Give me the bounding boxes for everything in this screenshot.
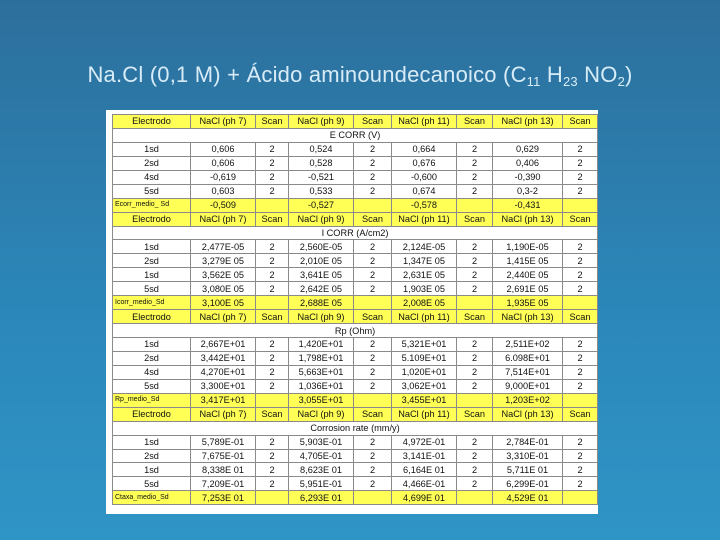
table-cell: 3,455E+01 — [392, 393, 457, 407]
table-cell: 3,417E+01 — [191, 393, 256, 407]
table-cell: NaCl (ph 13) — [493, 212, 563, 226]
table-cell: Icorr_medio_Sd — [113, 296, 191, 310]
table-cell — [563, 393, 598, 407]
table-cell: Scan — [354, 407, 392, 421]
table-cell: 2,010E 05 — [289, 254, 354, 268]
table-cell: 0,629 — [493, 142, 563, 156]
table-cell: 2,631E 05 — [392, 268, 457, 282]
table-row — [113, 463, 598, 477]
table-cell: 7,514E+01 — [493, 365, 563, 379]
table-cell: 0,3-2 — [493, 184, 563, 198]
table-cell: 5,789E-01 — [191, 435, 256, 449]
table-cell: NaCl (ph 13) — [493, 115, 563, 129]
table-cell: 1,903E 05 — [392, 282, 457, 296]
section-row — [113, 324, 598, 338]
table-cell: Scan — [256, 212, 289, 226]
table-cell: NaCl (ph 11) — [392, 310, 457, 324]
table-cell: 2 — [563, 240, 598, 254]
table-cell: 2 — [354, 282, 392, 296]
table-row — [113, 449, 598, 463]
table-cell: Scan — [563, 212, 598, 226]
table-cell — [457, 393, 493, 407]
table-cell: 2 — [354, 156, 392, 170]
table-cell — [457, 296, 493, 310]
table-cell: 8,623E 01 — [289, 463, 354, 477]
title-subscript-h: 23 — [562, 74, 578, 89]
table-cell: NaCl (ph 7) — [191, 115, 256, 129]
table-cell: 5sd — [113, 282, 191, 296]
table-cell: 2 — [256, 365, 289, 379]
table-cell: 2 — [457, 435, 493, 449]
table-cell: 2 — [354, 254, 392, 268]
table-cell: 1,203E+02 — [493, 393, 563, 407]
table-cell: 0,664 — [392, 142, 457, 156]
table-cell: 2 — [457, 351, 493, 365]
table-cell: NaCl (ph 11) — [392, 407, 457, 421]
table-cell: -0,578 — [392, 198, 457, 212]
section-title: Rp (Ohm) — [113, 324, 598, 338]
table-cell: Scan — [457, 115, 493, 129]
table-cell: 2 — [563, 477, 598, 491]
table-cell: 9,000E+01 — [493, 379, 563, 393]
table-cell: 6,293E 01 — [289, 491, 354, 505]
table-cell: 2,688E 05 — [289, 296, 354, 310]
title-subscript-o: 2 — [617, 74, 626, 89]
table-cell: -0,390 — [493, 170, 563, 184]
table-cell: 0,603 — [191, 184, 256, 198]
table-cell: 2 — [354, 477, 392, 491]
table-cell: 5,321E+01 — [392, 338, 457, 352]
table-row — [113, 351, 598, 365]
table-cell: 2 — [563, 463, 598, 477]
table-cell: 1,036E+01 — [289, 379, 354, 393]
table-cell: -0,509 — [191, 198, 256, 212]
table-cell: 2 — [256, 254, 289, 268]
table-cell: Scan — [457, 310, 493, 324]
table-row — [113, 240, 598, 254]
table-cell: 4,972E-01 — [392, 435, 457, 449]
table-cell: NaCl (ph 9) — [289, 407, 354, 421]
table-cell: 2 — [354, 365, 392, 379]
table-cell: 2 — [256, 184, 289, 198]
table-cell: 0,524 — [289, 142, 354, 156]
table-cell: 2 — [457, 184, 493, 198]
table-cell: 1,798E+01 — [289, 351, 354, 365]
table-cell: 2 — [256, 240, 289, 254]
table-cell: 4,529E 01 — [493, 491, 563, 505]
table-cell: 8,338E 01 — [191, 463, 256, 477]
table-cell: 1sd — [113, 240, 191, 254]
table-cell: 4sd — [113, 365, 191, 379]
table-cell: Scan — [457, 407, 493, 421]
table-cell: NaCl (ph 7) — [191, 310, 256, 324]
table-cell: 2 — [354, 379, 392, 393]
table-cell: Electrodo — [113, 115, 191, 129]
table-cell — [563, 296, 598, 310]
table-cell: Scan — [256, 115, 289, 129]
table-cell: 5sd — [113, 477, 191, 491]
title-text-h: H — [540, 62, 563, 87]
table-cell — [256, 393, 289, 407]
table-cell: 2,511E+02 — [493, 338, 563, 352]
table-cell: -0,527 — [289, 198, 354, 212]
table-cell: 1sd — [113, 338, 191, 352]
table-cell: 2,642E 05 — [289, 282, 354, 296]
table-cell: Scan — [354, 310, 392, 324]
table-cell: 1,935E 05 — [493, 296, 563, 310]
table-cell: 2 — [563, 268, 598, 282]
table-cell: 7,253E 01 — [191, 491, 256, 505]
table-cell: 2 — [563, 170, 598, 184]
table-cell: 2 — [354, 351, 392, 365]
table-cell — [354, 296, 392, 310]
table-cell: 3,279E 05 — [191, 254, 256, 268]
table-cell: 2 — [457, 463, 493, 477]
table-cell: 4,699E 01 — [392, 491, 457, 505]
slide-title — [0, 62, 720, 89]
table-cell: 2 — [354, 435, 392, 449]
table-cell: 0,674 — [392, 184, 457, 198]
section-title: E CORR (V) — [113, 128, 598, 142]
table-cell: Ecorr_medio_ Sd — [113, 198, 191, 212]
table-cell: 3,055E+01 — [289, 393, 354, 407]
table-cell: 2 — [256, 477, 289, 491]
table-cell: 2 — [256, 156, 289, 170]
table-row — [113, 477, 598, 491]
table-cell — [563, 198, 598, 212]
table-cell: Electrodo — [113, 212, 191, 226]
section-row — [113, 421, 598, 435]
section-row — [113, 128, 598, 142]
table-cell: 5sd — [113, 379, 191, 393]
table-cell: 2,784E-01 — [493, 435, 563, 449]
table-cell: Scan — [354, 115, 392, 129]
table-cell: Scan — [563, 115, 598, 129]
table-cell: 2 — [563, 184, 598, 198]
table-cell: 2 — [354, 184, 392, 198]
table-cell: 2 — [563, 282, 598, 296]
table-cell: 6,164E 01 — [392, 463, 457, 477]
table-cell: 2 — [457, 142, 493, 156]
table-cell — [256, 296, 289, 310]
table-cell: 2 — [457, 156, 493, 170]
table-cell: NaCl (ph 13) — [493, 407, 563, 421]
table-cell: NaCl (ph 9) — [289, 115, 354, 129]
table-cell: 2 — [256, 449, 289, 463]
table-cell: 6.098E+01 — [493, 351, 563, 365]
table-cell: 1sd — [113, 435, 191, 449]
table-cell: 5,903E-01 — [289, 435, 354, 449]
table-cell: NaCl (ph 9) — [289, 212, 354, 226]
table-cell: 2 — [256, 379, 289, 393]
mean-row — [113, 296, 598, 310]
mean-row — [113, 198, 598, 212]
table-row — [113, 142, 598, 156]
table-row — [113, 338, 598, 352]
table-cell: 1,420E+01 — [289, 338, 354, 352]
table-cell: 0,606 — [191, 156, 256, 170]
table-cell: Scan — [457, 212, 493, 226]
table-cell: Ctaxa_medio_Sd — [113, 491, 191, 505]
table-cell: 2 — [457, 477, 493, 491]
table-cell: 0,406 — [493, 156, 563, 170]
table-cell: 3,641E 05 — [289, 268, 354, 282]
table-cell: 2 — [354, 240, 392, 254]
table-cell: NaCl (ph 9) — [289, 310, 354, 324]
title-text: Na.Cl (0,1 M) + Ácido aminoundecanoico (C — [87, 62, 527, 87]
table-cell: -0,431 — [493, 198, 563, 212]
table-cell: 7,209E-01 — [191, 477, 256, 491]
table-cell: -0,521 — [289, 170, 354, 184]
table-cell: Electrodo — [113, 407, 191, 421]
table-cell: 2 — [563, 379, 598, 393]
table-cell: 2 — [256, 142, 289, 156]
table-cell: 3,442E+01 — [191, 351, 256, 365]
table-cell: 2 — [457, 449, 493, 463]
table-cell: NaCl (ph 7) — [191, 407, 256, 421]
table-cell: 2 — [256, 170, 289, 184]
table-cell: 2,667E+01 — [191, 338, 256, 352]
table-cell — [354, 393, 392, 407]
table-cell: 1,190E-05 — [493, 240, 563, 254]
table-cell: 2 — [457, 268, 493, 282]
table-cell — [256, 491, 289, 505]
table-cell: Electrodo — [113, 310, 191, 324]
table-cell — [354, 198, 392, 212]
table-cell: 2 — [457, 282, 493, 296]
table-cell: Rp_medio_Sd — [113, 393, 191, 407]
table-cell: 2 — [457, 254, 493, 268]
mean-row — [113, 491, 598, 505]
table-cell: 2 — [457, 170, 493, 184]
table-cell: 2 — [563, 142, 598, 156]
table-cell: 7,675E-01 — [191, 449, 256, 463]
table-cell: 2,477E-05 — [191, 240, 256, 254]
table-cell — [256, 198, 289, 212]
table-cell: 2 — [563, 351, 598, 365]
table-body — [113, 115, 598, 505]
table-cell: 2 — [256, 463, 289, 477]
table-cell: 2sd — [113, 254, 191, 268]
mean-row — [113, 393, 598, 407]
table-cell: 2,008E 05 — [392, 296, 457, 310]
data-table-panel — [106, 110, 598, 514]
table-cell: 0,528 — [289, 156, 354, 170]
table-cell: 2 — [457, 338, 493, 352]
table-cell: 3,310E-01 — [493, 449, 563, 463]
table-cell: 2 — [457, 379, 493, 393]
table-cell: 2 — [256, 351, 289, 365]
table-cell: Scan — [256, 407, 289, 421]
corrosion-data-table — [112, 114, 598, 505]
table-cell: NaCl (ph 7) — [191, 212, 256, 226]
table-cell: 3,300E+01 — [191, 379, 256, 393]
table-cell: 1,415E 05 — [493, 254, 563, 268]
table-cell: 2 — [457, 365, 493, 379]
table-cell: 1sd — [113, 268, 191, 282]
table-cell: 2sd — [113, 156, 191, 170]
title-text-no: NO — [577, 62, 618, 87]
title-text-end: ) — [625, 62, 633, 87]
table-cell: 2 — [354, 338, 392, 352]
table-cell: 3,062E+01 — [392, 379, 457, 393]
table-cell: 5sd — [113, 184, 191, 198]
table-cell: 0,606 — [191, 142, 256, 156]
section-title: I CORR (A/cm2) — [113, 226, 598, 240]
table-cell: NaCl (ph 11) — [392, 212, 457, 226]
table-cell: 2sd — [113, 449, 191, 463]
table-cell: 2 — [256, 338, 289, 352]
header-row — [113, 407, 598, 421]
section-title: Corrosion rate (mm/y) — [113, 421, 598, 435]
table-cell: -0,600 — [392, 170, 457, 184]
table-cell — [563, 491, 598, 505]
table-cell: 5.109E+01 — [392, 351, 457, 365]
table-cell: NaCl (ph 13) — [493, 310, 563, 324]
table-cell: -0,619 — [191, 170, 256, 184]
table-cell: 2 — [563, 365, 598, 379]
table-cell: 2,691E 05 — [493, 282, 563, 296]
table-cell — [354, 491, 392, 505]
title-subscript-c: 11 — [526, 74, 541, 89]
table-row — [113, 184, 598, 198]
table-cell: Scan — [563, 407, 598, 421]
table-cell: 1sd — [113, 142, 191, 156]
table-cell: Scan — [563, 310, 598, 324]
table-cell: 2 — [563, 449, 598, 463]
table-row — [113, 170, 598, 184]
table-cell: 2,560E-05 — [289, 240, 354, 254]
table-cell: 3,562E 05 — [191, 268, 256, 282]
table-cell: 5,711E 01 — [493, 463, 563, 477]
table-cell: 2sd — [113, 351, 191, 365]
table-cell: 0,676 — [392, 156, 457, 170]
table-row — [113, 268, 598, 282]
table-row — [113, 365, 598, 379]
table-row — [113, 435, 598, 449]
section-row — [113, 226, 598, 240]
table-cell: 2 — [354, 268, 392, 282]
table-cell: NaCl (ph 11) — [392, 115, 457, 129]
table-cell: 1,347E 05 — [392, 254, 457, 268]
table-cell: 2 — [354, 463, 392, 477]
table-cell: 3,080E 05 — [191, 282, 256, 296]
table-row — [113, 379, 598, 393]
table-row — [113, 282, 598, 296]
table-cell: 2,440E 05 — [493, 268, 563, 282]
table-cell: 2 — [256, 282, 289, 296]
table-cell: 5,951E-01 — [289, 477, 354, 491]
table-cell: Scan — [256, 310, 289, 324]
table-row — [113, 254, 598, 268]
table-cell — [457, 198, 493, 212]
table-cell: 2 — [563, 254, 598, 268]
table-cell: 6,299E-01 — [493, 477, 563, 491]
table-cell — [457, 491, 493, 505]
table-cell: 2 — [256, 268, 289, 282]
table-cell: 4,705E-01 — [289, 449, 354, 463]
table-cell: 2 — [354, 142, 392, 156]
table-cell: 2 — [354, 170, 392, 184]
header-row — [113, 310, 598, 324]
table-cell: 4,270E+01 — [191, 365, 256, 379]
table-cell: 0,533 — [289, 184, 354, 198]
table-cell: 3,100E 05 — [191, 296, 256, 310]
table-cell: 2 — [563, 435, 598, 449]
table-cell: 2 — [457, 240, 493, 254]
table-cell: 3,141E-01 — [392, 449, 457, 463]
table-cell: 4sd — [113, 170, 191, 184]
table-cell: 2 — [563, 156, 598, 170]
table-row — [113, 156, 598, 170]
table-cell: 2 — [354, 449, 392, 463]
table-cell: 5,663E+01 — [289, 365, 354, 379]
table-cell: 1sd — [113, 463, 191, 477]
table-cell: Scan — [354, 212, 392, 226]
table-cell: 4,466E-01 — [392, 477, 457, 491]
table-cell: 2,124E-05 — [392, 240, 457, 254]
table-cell: 2 — [256, 435, 289, 449]
header-row — [113, 212, 598, 226]
table-cell: 1,020E+01 — [392, 365, 457, 379]
table-cell: 2 — [563, 338, 598, 352]
header-row — [113, 115, 598, 129]
